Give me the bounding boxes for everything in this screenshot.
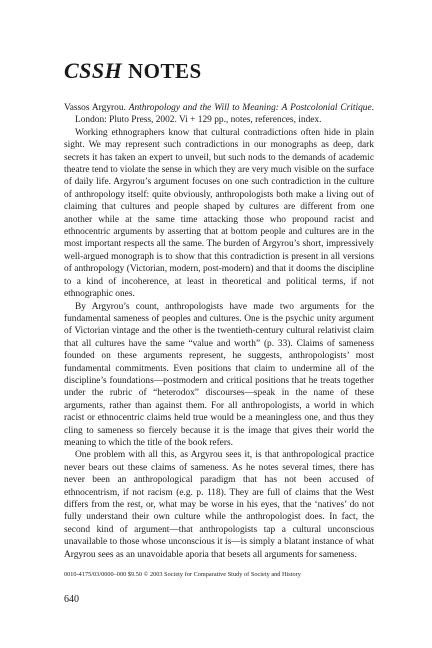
citation-details: . London: Pluto Press, 2002. Vi + 129 pp., notes, references, index. xyxy=(75,103,374,126)
paragraph: One problem with all this, as Argyrou sees it, is that anthropological practice never bears out these claims of sameness. As he notes several times, there has never been an anthropological paradigm that has not been accused of ethnocentrism, if not racism (e.g. p. 118). They are full of claims that the West differs from the rest, or, what may be worse in his eyes, that the ‘natives’ do not fully understand their own culture while the anthropologist does. In fact, the second kind of argument—that anthropologists tap a cultural unconscious unavailable to those whose unconscious it is—is simply a blatant instance of what Argyrou sees as an unavoidable aporia that besets all arguments for sameness. xyxy=(64,450,374,560)
section-heading xyxy=(64,58,374,84)
paragraph: Working ethnographers know that cultural contradictions often hide in plain sight. We may represent such contradictions in our monographs as deep, dark secrets it has taken an expert to unveil, but such nods to the demands of academic theatre tend to violate the sense in which they are very much visible on the surface of daily life. Argyrou’s argument focuses on one such contradiction in the culture of anthropology itself: quite obviously, anthropologists both make a living out of claiming that cultures and people shaped by cultures are different from one another while at the same time attacking those who propound racist and ethnocentric arguments by asserting that at bottom people and cultures are in the most important respects all the same. The burden of Argyrou’s short, impressively well-argued monograph is to show that this contradiction is present in all versions of anthropology (Victorian, modern, post-modern) and that it dooms the discipline to a kind of incoherence, at least in theoretical and political terms, if not ethnographic ones. xyxy=(64,127,374,300)
copyright-line: 0010-4175/03/0000–000 $9.50 © 2003 Society for Comparative Study of Society and History xyxy=(64,571,301,579)
paragraph: By Argyrou’s count, anthropologists have made two arguments for the fundamental sameness of peoples and cultures. One is the psychic unity argument of Victorian vintage and the other is the twentieth-century cultural relativist claim that all cultures have the same “value and worth” (p. 33). Claims of sameness founded on these arguments represent, he suggests, anthropologists’ most fundamental commitments. Even positions that claim to undermine all of the discipline’s foundations—postmodern and critical positions that he treats together under the rubric of “heterodox” discourses—speak in the name of these arguments, rather than against them. For all anthropologists, a world in which racist or ethnocentric claims held true would be a meaningless one, and thus they cling to sameness so fiercely because it is the image that gives their world the meaning to which the title of the book refers. xyxy=(64,301,374,448)
section-suffix: NOTES xyxy=(122,59,202,83)
section-prefix: CSSH xyxy=(64,58,123,83)
citation-title: Anthropology and the Will to Meaning: A Postcolonial Critique xyxy=(128,103,372,113)
page xyxy=(64,58,374,579)
review-body xyxy=(64,127,374,561)
book-citation xyxy=(64,102,374,127)
citation-author: Vassos Argyrou. xyxy=(64,103,129,113)
page-number: 640 xyxy=(64,594,79,605)
